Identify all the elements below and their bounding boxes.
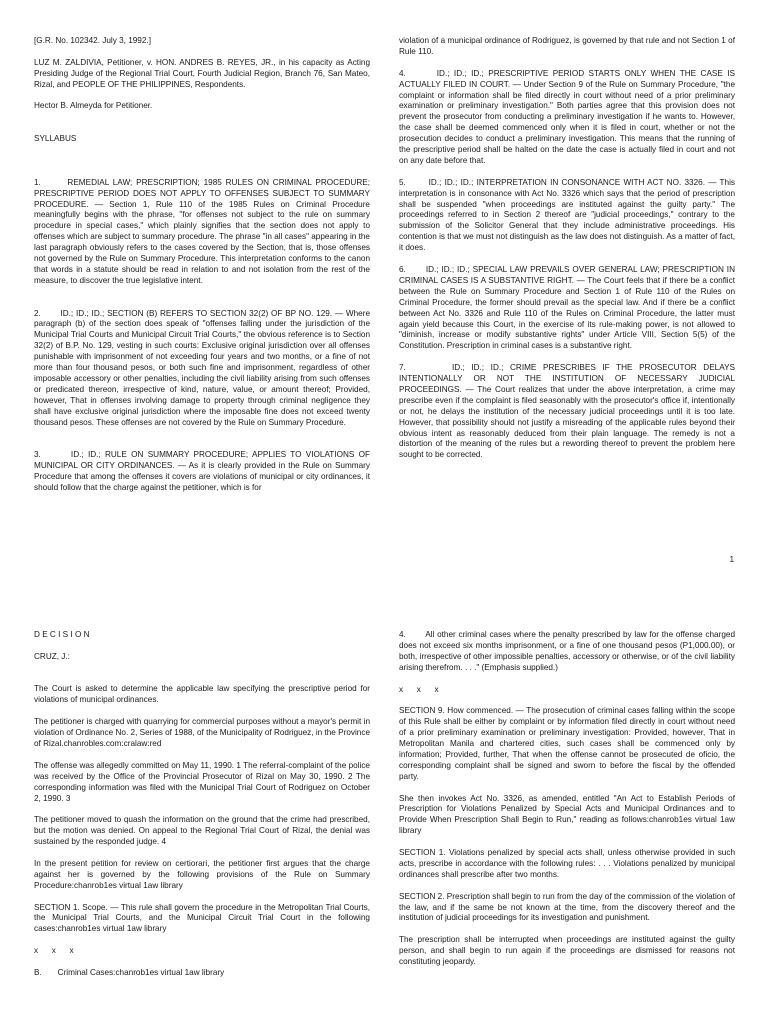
document-page-2	[0, 590, 768, 1024]
syllabus-paragraph-3: 3. ID.; ID.; RULE ON SUMMARY PROCEDURE; APPLIES TO VIOLATIONS OF MUNICIPAL OR CITY ORDINANCES. — As it is clearly provided in the Rule on Summary Procedure that among the offenses it covers are violations of municipal or city ordinances, it should follow that the charge against the petitioner, which is for	[34, 450, 370, 492]
case-parties: LUZ M. ZALDIVIA, Petitioner, v. HON. ANDRES B. REYES, JR., in his capacity as Acting Presiding Judge of the Regional Trial Court, Fourth Judicial Region, Branch 76, San Mateo, Rizal, and PEOPLE OF THE PHILIPPINES, Respondents.	[34, 57, 370, 89]
case-citation: [G.R. No. 102342. July 3, 1992.]	[34, 36, 151, 45]
ellipsis-marker: x x x	[399, 684, 439, 694]
decision-paragraph-9: SECTION 9. How commenced. — The prosecution of criminal cases falling within the scope of this Rule shall be either by complaint or by information filed directly in court without need of a prior preliminary examination or preliminary investigation: Provided, however, That in Metropolitan Manila and chartered cities, such cases shall be commenced only by information; Provided, further, That when the offense cannot be prosecuted de oficio, the corresponding complaint shall be signed and sworn to before the fiscal by the offended party.	[399, 706, 735, 781]
ponente: CRUZ, J.:	[34, 651, 70, 661]
page-separator	[0, 582, 768, 590]
decision-heading: D E C I S I O N	[34, 630, 90, 639]
syllabus-paragraph-6: 6. ID.; ID.; ID.; SPECIAL LAW PREVAILS OVER GENERAL LAW; PRESCRIPTION IN CRIMINAL CASES IS A SUBSTANTIVE RIGHT. — The Court feels that if there be a conflict between the Rule on Summary Procedure and Section 1 of Rule 110 of the Rules on Criminal Procedure, the former should prevail as the special law. And if there be a conflict between Act No. 3326 and Rule 110 of the Rules on Criminal Procedure, the latter must again yield because this Court, in the exercise of its rule-making power, is not allowed to "diminish, increase or modify substantive rights" under Article VIII, Section 5(5) of the Constitution. Prescription in criminal cases is a substantive right.	[399, 264, 735, 351]
page-number: 1	[729, 555, 734, 564]
counsel-line: Hector B. Almeyda for Petitioner.	[34, 101, 153, 111]
ellipsis-marker: x x x	[34, 946, 74, 956]
decision-paragraph-12: SECTION 2. Prescription shall begin to run from the day of the commission of the violation of the law, and if the same be not known at the time, from the discovery thereof and the institution of judicial proceedings for its investigation and punishment.	[399, 891, 735, 923]
syllabus-paragraph-2: 2. ID.; ID.; ID.; SECTION (B) REFERS TO SECTION 32(2) OF BP NO. 129. — Where paragraph (b) of the section does speak of "offenses falling under the jurisdiction of the Municipal Trial Courts and Municipal Circuit Trial Courts," the obvious reference is to Section 32(2) of B.P. No. 129, vesting in such courts: Exclusive original jurisdiction over all offenses punishable with imprisonment of not exceeding four years and two months, or a fine of not more than four thousand pesos, or both such fine and imprisonment, regardless of other imposable accessory or other penalties, including the civil liability arising from such offenses or predicated thereon, irrespective of kind, nature, value, or amount thereof; Provided, however, That in offenses involving damage to property through criminal negligence they shall have exclusive original jurisdiction where the imposable fine does not exceed twenty thousand pesos. These offenses are not covered by the Rule on Summary Procedure.	[34, 308, 370, 427]
decision-paragraph-6: SECTION 1. Scope. — This rule shall govern the procedure in the Metropolitan Trial Courts, the Municipal Trial Courts, and the Municipal Circuit Trial Court in the following cases:chanrob1es virtual 1aw library	[34, 902, 370, 934]
page-1-left-column	[34, 36, 370, 505]
syllabus-heading: SYLLABUS	[34, 134, 77, 144]
syllabus-paragraph-5: 5. ID.; ID.; ID.; INTERPRETATION IN CONSONANCE WITH ACT NO. 3326. — This interpretation is in consonance with Act No. 3326 which says that the period of prescription shall be suspended "when proceedings are instituted against the guilty party." The proceedings referred to in Section 2 thereof are "judicial proceedings," contrary to the submission of the Solicitor General that they include administrative proceedings. His contention is that we must not distinguish as the law does not distinguish. As a matter of fact, it does.	[399, 177, 735, 253]
syllabus-paragraph-3-continued: violation of a municipal ordinance of Rodriguez, is governed by that rule and not Section 1 of Rule 110.	[399, 36, 735, 56]
decision-paragraph-4: The petitioner moved to quash the information on the ground that the crime had prescribed, but the motion was denied. On appeal to the Regional Trial Court of Rizal, the denial was sustained by the responded judge. 4	[34, 815, 370, 847]
decision-paragraph-10: She then invokes Act No. 3326, as amended, entitled "An Act to Establish Periods of Prescription for Violations Penalized by Special Acts and Municipal Ordinances and to Provide When Prescription Shall Begin to Run," reading as follows:chanrob1es virtual 1aw library	[399, 793, 735, 836]
decision-paragraph-3: The offense was allegedly committed on May 11, 1990. 1 The referral-complaint of the police was received by the Office of the Provincial Prosecutor of Rizal on May 30, 1990. 2 The corresponding information was filed with the Municipal Trial Court of Rodriguez on October 2, 1990. 3	[34, 760, 370, 803]
decision-paragraph-8: 4. All other criminal cases where the penalty prescribed by law for the offense charged does not exceed six months imprisonment, or a fine of one thousand pesos (P1,000.00), or both, irrespective of other impossible penalties, accessory or otherwise, or of the civil liability arising therefrom. . . ." (Emphasis supplied.)	[399, 630, 735, 672]
decision-paragraph-5: In the present petition for review on certiorari, the petitioner first argues that the charge against her is governed by the following provisions of the Rule on Summary Procedure:chanrob1es virtual 1aw library	[34, 858, 370, 890]
decision-paragraph-7: B. Criminal Cases:chanrob1es virtual 1aw library	[34, 967, 225, 977]
decision-paragraph-1: The Court is asked to determine the applicable law specifying the prescriptive period for violations of municipal ordinances.	[34, 684, 370, 705]
page-2-right-column	[399, 630, 735, 979]
page-2-left-column	[34, 630, 370, 990]
syllabus-paragraph-4: 4. ID.; ID.; ID.; PRESCRIPTIVE PERIOD STARTS ONLY WHEN THE CASE IS ACTUALLY FILED IN COURT. — Under Section 9 of the Rule on Summary Procedure, "the complaint or information shall be filed directly in court without need of a prior preliminary examination or preliminary investigation." Both parties agree that this provision does not prevent the prosecutor from conducting a preliminary investigation if he wants to. However, the case shall be deemed commenced only when it is filed in court, whether or not the prosecution decides to conduct a preliminary investigation. This means that the running of the prescriptive period shall be halted on the date the case is actually filed in court and not on any date before that.	[399, 68, 735, 165]
syllabus-paragraph-1: 1. REMEDIAL LAW; PRESCRIPTION; 1985 RULES ON CRIMINAL PROCEDURE; PRESCRIPTIVE PERIOD DOES NOT APPLY TO OFFENSES SUBJECT TO SUMMARY PROCEDURE. — Section 1, Rule 110 of the 1985 Rules on Criminal Procedure meaningfully begins with the phrase, "for offenses not subject to the rule on summary procedure in special cases," which plainly signifies that the section does not apply to offenses which are subject to summary procedure. The phrase "in all cases" appearing in the last paragraph obviously refers to the cases covered by the Section, that is, those offenses not governed by the Rule on Summary Procedure. This interpretation conforms to the canon that words in a statute should be read in relation to and not isolation from the rest of the measure, to discover the true legislative intent.	[34, 177, 370, 285]
syllabus-paragraph-7: 7. ID.; ID.; ID.; CRIME PRESCRIBES IF THE PROSECUTOR DELAYS INTENTIONALLY OR NOT THE INSTITUTION OF NECESSARY JUDICIAL PROCEEDINGS. — The Court realizes that under the above interpretation, a crime may prescribe even if the complaint is filed seasonably with the prosecutor's office if, intentionally or not, he delays the institution of the necessary judicial proceedings until it is too late. However, that possibility should not justify a misreading of the applicable rules beyond their obvious intent as reasonably deduced from their plain language. The remedy is not a distortion of the meaning of the rules but a rewording thereof to prevent the problem here sought to be corrected.	[399, 363, 735, 460]
decision-paragraph-11: SECTION 1. Violations penalized by special acts shall, unless otherwise provided in such acts, prescribe in accordance with the following rules: . . . Violations penalized by municipal ordinances shall prescribe after two months.	[399, 848, 735, 879]
page-1-right-column	[399, 36, 735, 472]
decision-paragraph-2: The petitioner is charged with quarrying for commercial purposes without a mayor's permit in violation of Ordinance No. 2, Series of 1988, of the Municipality of Rodriguez, in the Province of Rizal.chanrobles.com:cralaw:red	[34, 717, 370, 748]
decision-paragraph-13: The prescription shall be interrupted when proceedings are instituted against the guilty person, and shall begin to run again if the proceedings are dismissed for reasons not constituting jeopardy.	[399, 935, 735, 967]
